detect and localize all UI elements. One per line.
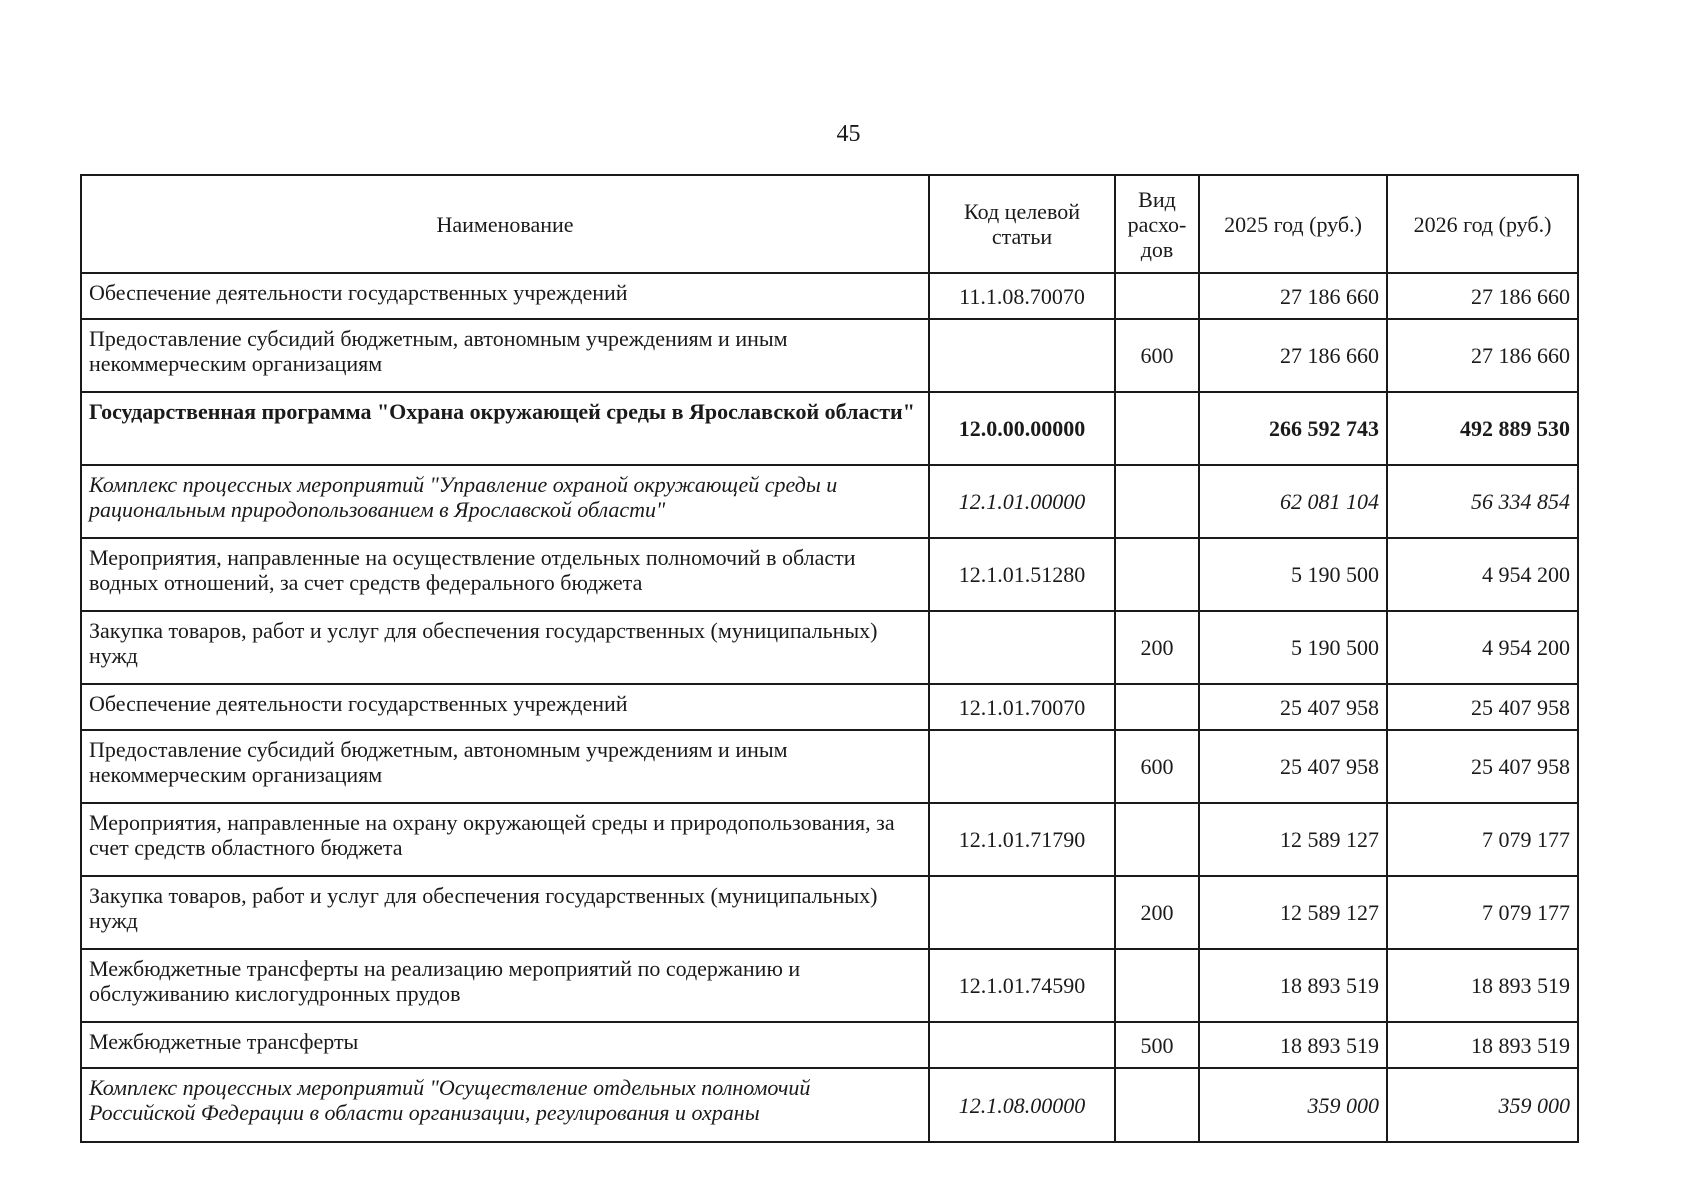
- row-code: 12.1.01.70070: [929, 684, 1115, 730]
- row-code: [929, 876, 1115, 949]
- table-row: [81, 684, 1578, 730]
- row-kind: [1115, 465, 1199, 538]
- row-name: Комплекс процессных мероприятий "Управление охраной окружающей среды и рациональным природопользованием в Ярославской области": [81, 465, 929, 538]
- table-header-row: [81, 175, 1578, 273]
- row-amount-2026: 7 079 177: [1387, 803, 1578, 876]
- row-amount-2025: 5 190 500: [1199, 611, 1387, 684]
- row-kind: 200: [1115, 611, 1199, 684]
- header-2026: 2026 год (руб.): [1387, 175, 1578, 273]
- table-row: [81, 611, 1578, 684]
- row-amount-2025: 18 893 519: [1199, 1022, 1387, 1068]
- row-code: 12.1.01.71790: [929, 803, 1115, 876]
- row-code: 12.1.08.00000: [929, 1068, 1115, 1142]
- row-kind: [1115, 684, 1199, 730]
- row-kind: [1115, 273, 1199, 319]
- row-amount-2025: 18 893 519: [1199, 949, 1387, 1022]
- table-row-program: [81, 392, 1578, 465]
- row-name: Мероприятия, направленные на охрану окружающей среды и природопользования, за счет средств областного бюджета: [81, 803, 929, 876]
- row-code: [929, 611, 1115, 684]
- row-amount-2025: 27 186 660: [1199, 273, 1387, 319]
- row-name: Государственная программа "Охрана окружающей среды в Ярославской области": [81, 392, 929, 465]
- row-amount-2025: 12 589 127: [1199, 803, 1387, 876]
- row-amount-2025: 266 592 743: [1199, 392, 1387, 465]
- row-amount-2025: 25 407 958: [1199, 730, 1387, 803]
- budget-table: [80, 174, 1579, 1143]
- row-kind: 200: [1115, 876, 1199, 949]
- row-name: Закупка товаров, работ и услуг для обеспечения государственных (муниципальных) нужд: [81, 876, 929, 949]
- row-amount-2026: 7 079 177: [1387, 876, 1578, 949]
- row-name: Межбюджетные трансферты: [81, 1022, 929, 1068]
- row-code: [929, 319, 1115, 392]
- row-code: [929, 730, 1115, 803]
- row-amount-2026: 27 186 660: [1387, 319, 1578, 392]
- table-row: [81, 1022, 1578, 1068]
- table-row: [81, 803, 1578, 876]
- row-name: Комплекс процессных мероприятий "Осуществление отдельных полномочий Российской Федерации в области организации, регулирования и охраны: [81, 1068, 929, 1142]
- row-amount-2026: 492 889 530: [1387, 392, 1578, 465]
- table-row: [81, 730, 1578, 803]
- header-name: Наименование: [81, 175, 929, 273]
- row-amount-2026: 18 893 519: [1387, 949, 1578, 1022]
- row-kind: 500: [1115, 1022, 1199, 1068]
- row-amount-2025: 12 589 127: [1199, 876, 1387, 949]
- page-number: 45: [836, 121, 861, 147]
- row-amount-2025: 25 407 958: [1199, 684, 1387, 730]
- row-name: Мероприятия, направленные на осуществление отдельных полномочий в области водных отношений, за счет средств федерального бюджета: [81, 538, 929, 611]
- row-code: 11.1.08.70070: [929, 273, 1115, 319]
- table-row: [81, 876, 1578, 949]
- row-amount-2026: 25 407 958: [1387, 730, 1578, 803]
- row-amount-2026: 25 407 958: [1387, 684, 1578, 730]
- row-code: [929, 1022, 1115, 1068]
- row-kind: [1115, 803, 1199, 876]
- table-row: [81, 949, 1578, 1022]
- row-amount-2026: 4 954 200: [1387, 538, 1578, 611]
- row-amount-2026: 56 334 854: [1387, 465, 1578, 538]
- row-kind: [1115, 538, 1199, 611]
- row-amount-2026: 4 954 200: [1387, 611, 1578, 684]
- row-amount-2026: 18 893 519: [1387, 1022, 1578, 1068]
- row-name: Межбюджетные трансферты на реализацию мероприятий по содержанию и обслуживанию кислогудронных прудов: [81, 949, 929, 1022]
- table-row: [81, 273, 1578, 319]
- row-amount-2025: 27 186 660: [1199, 319, 1387, 392]
- row-code: 12.0.00.00000: [929, 392, 1115, 465]
- row-name: Обеспечение деятельности государственных учреждений: [81, 273, 929, 319]
- row-kind: [1115, 949, 1199, 1022]
- row-kind: [1115, 1068, 1199, 1142]
- row-kind: 600: [1115, 319, 1199, 392]
- header-kind: Вид расхо-дов: [1115, 175, 1199, 273]
- row-kind: [1115, 392, 1199, 465]
- header-code: Код целевой статьи: [929, 175, 1115, 273]
- row-amount-2026: 359 000: [1387, 1068, 1578, 1142]
- header-2025: 2025 год (руб.): [1199, 175, 1387, 273]
- row-name: Предоставление субсидий бюджетным, автономным учреждениям и иным некоммерческим организациям: [81, 319, 929, 392]
- table-row: [81, 538, 1578, 611]
- row-code: 12.1.01.74590: [929, 949, 1115, 1022]
- row-name: Обеспечение деятельности государственных учреждений: [81, 684, 929, 730]
- row-name: Закупка товаров, работ и услуг для обеспечения государственных (муниципальных) нужд: [81, 611, 929, 684]
- table-row: [81, 319, 1578, 392]
- row-code: 12.1.01.00000: [929, 465, 1115, 538]
- row-amount-2025: 62 081 104: [1199, 465, 1387, 538]
- table-row-complex: [81, 1068, 1578, 1142]
- row-amount-2025: 359 000: [1199, 1068, 1387, 1142]
- row-amount-2026: 27 186 660: [1387, 273, 1578, 319]
- row-name: Предоставление субсидий бюджетным, автономным учреждениям и иным некоммерческим организациям: [81, 730, 929, 803]
- row-code: 12.1.01.51280: [929, 538, 1115, 611]
- row-kind: 600: [1115, 730, 1199, 803]
- row-amount-2025: 5 190 500: [1199, 538, 1387, 611]
- table-row-complex: [81, 465, 1578, 538]
